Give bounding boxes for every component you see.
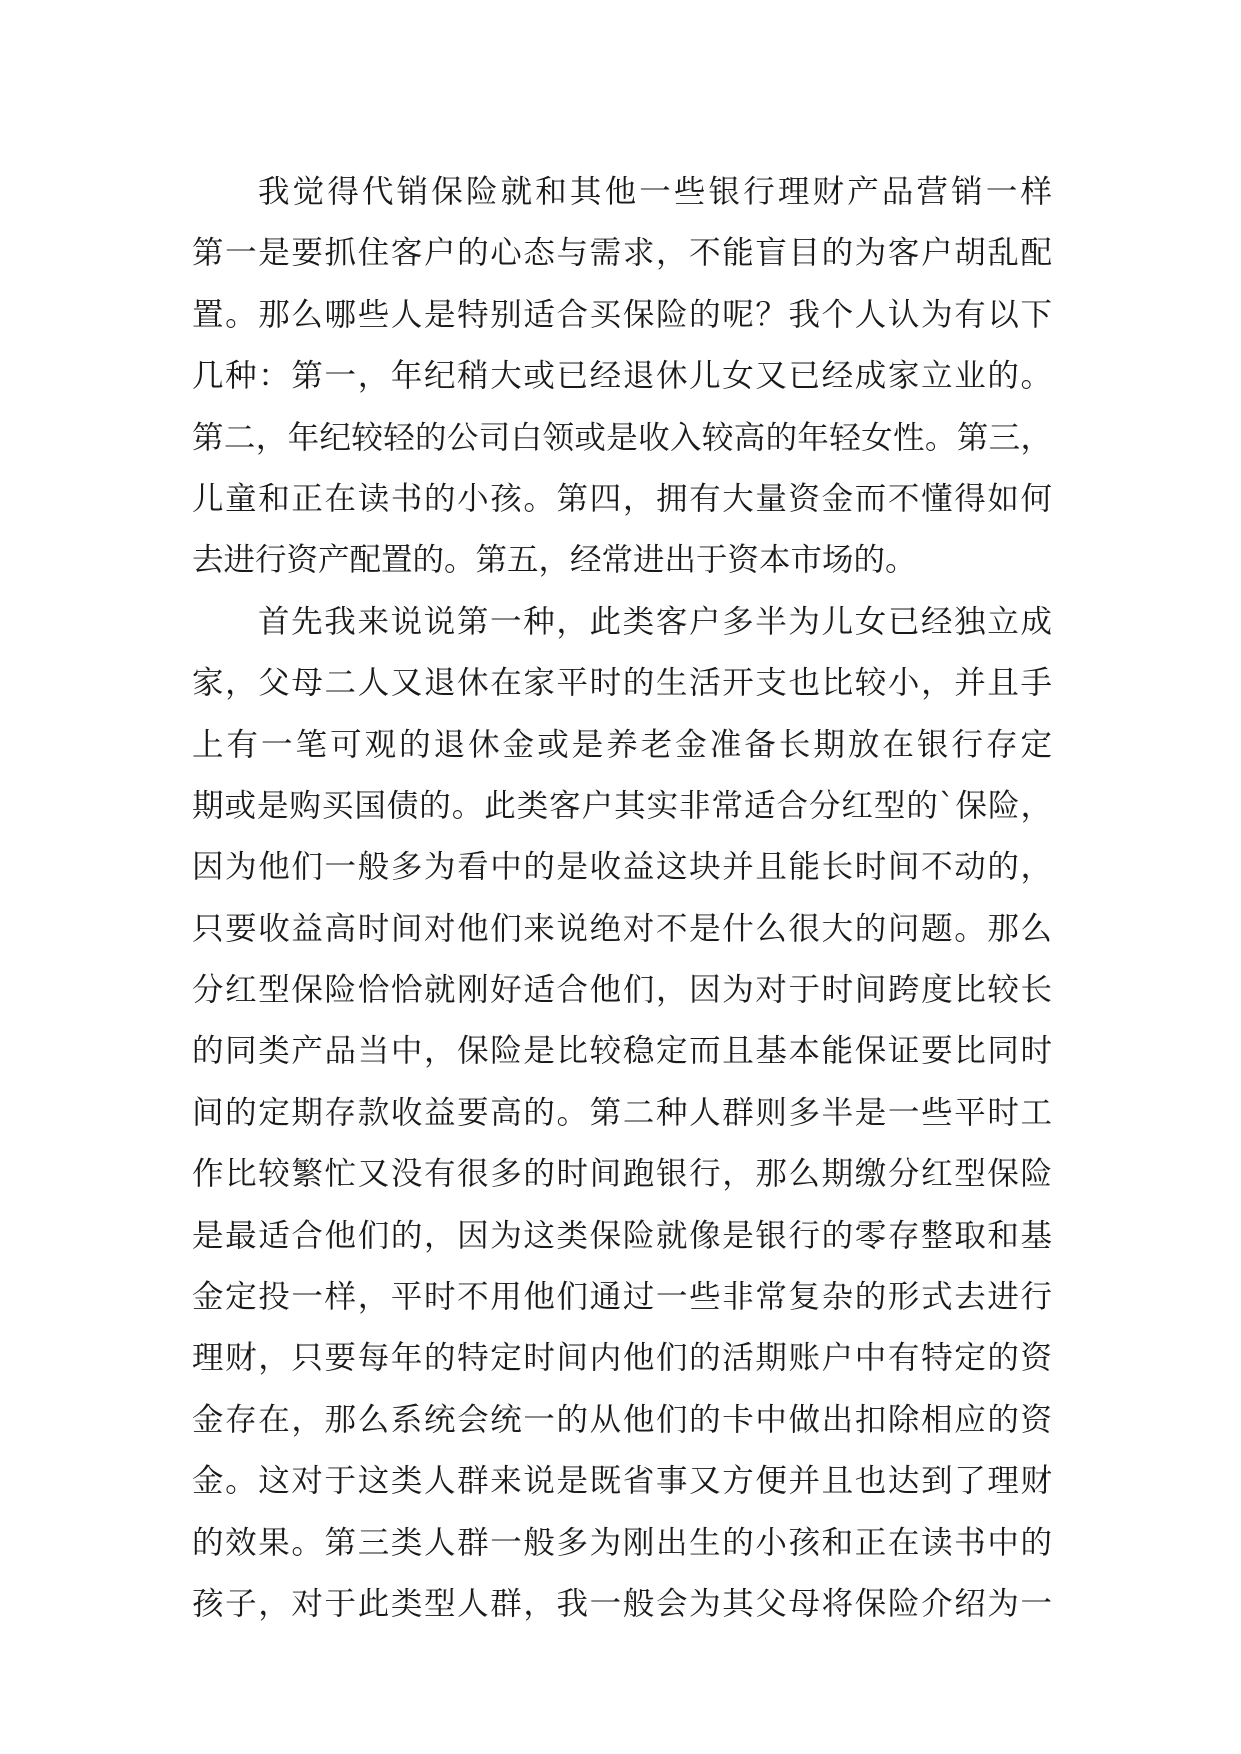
text-line: 的效果。第三类人群一般多为刚出生的小孩和正在读书中的	[192, 1524, 1052, 1561]
text-line: 是最适合他们的，因为这类保险就像是银行的零存整取和基	[192, 1217, 1052, 1254]
text-line: 几种：第一，年纪稍大或已经退休儿女又已经成家立业的。	[192, 358, 1052, 395]
text-line: 期或是购买国债的。此类客户其实非常适合分红型的`保险，	[192, 787, 1052, 824]
text-line: 金定投一样，平时不用他们通过一些非常复杂的形式去进行	[192, 1279, 1052, 1316]
text-line: 分红型保险恰恰就刚好适合他们，因为对于时间跨度比较长	[192, 972, 1052, 1009]
text-line: 只要收益高时间对他们来说绝对不是什么很大的问题。那么	[192, 910, 1052, 947]
text-line: 儿童和正在读书的小孩。第四，拥有大量资金而不懂得如何	[192, 480, 1052, 517]
text-line: 上有一笔可观的退休金或是养老金准备长期放在银行存定	[192, 726, 1052, 763]
text-line: 去进行资产配置的。第五，经常进出于资本市场的。	[192, 542, 917, 579]
text-line: 第二，年纪较轻的公司白领或是收入较高的年轻女性。第三，	[192, 419, 1052, 456]
text-line: 置。那么哪些人是特别适合买保险的呢？我个人认为有以下	[192, 296, 1052, 333]
text-line: 金存在，那么系统会统一的从他们的卡中做出扣除相应的资	[192, 1401, 1052, 1438]
paragraph-1	[192, 162, 1052, 592]
text-line: 理财，只要每年的特定时间内他们的活期账户中有特定的资	[192, 1340, 1052, 1377]
text-line: 作比较繁忙又没有很多的时间跑银行，那么期缴分红型保险	[192, 1156, 1052, 1193]
text-line: 孩子，对于此类型人群，我一般会为其父母将保险介绍为一	[192, 1585, 1052, 1622]
text-line: 第一是要抓住客户的心态与需求，不能盲目的为客户胡乱配	[192, 235, 1052, 272]
text-line: 首先我来说说第一种，此类客户多半为儿女已经独立成	[258, 603, 1052, 640]
document-body	[192, 162, 1052, 1635]
text-line: 金。这对于这类人群来说是既省事又方便并且也达到了理财	[192, 1463, 1052, 1500]
text-line: 家，父母二人又退休在家平时的生活开支也比较小，并且手	[192, 665, 1052, 702]
text-line: 我觉得代销保险就和其他一些银行理财产品营销一样	[258, 174, 1052, 210]
text-line: 的同类产品当中，保险是比较稳定而且基本能保证要比同时	[192, 1033, 1052, 1070]
text-line: 因为他们一般多为看中的是收益这块并且能长时间不动的，	[192, 849, 1052, 886]
paragraph-2	[192, 592, 1052, 1636]
text-line: 间的定期存款收益要高的。第二种人群则多半是一些平时工	[192, 1094, 1052, 1131]
